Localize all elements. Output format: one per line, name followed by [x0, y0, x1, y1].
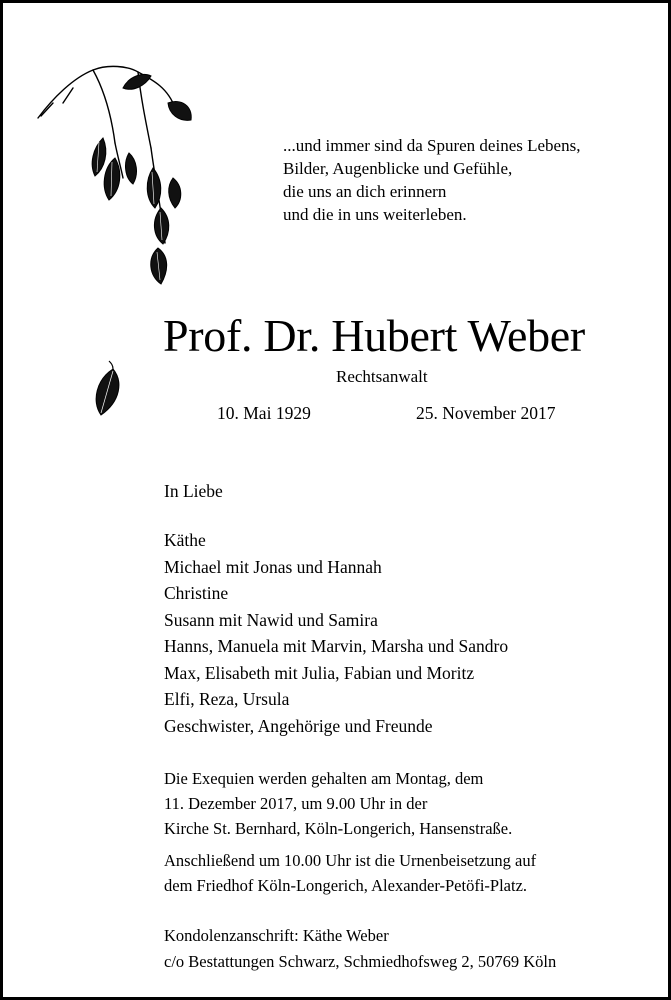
list-item: Max, Elisabeth mit Julia, Fabian und Moritz	[164, 662, 475, 683]
quote-line: die uns an dich erinnern	[283, 182, 447, 201]
quote-line: Bilder, Augenblicke und Gefühle,	[283, 159, 513, 178]
falling-leaf-icon	[89, 359, 125, 419]
list-item: Susann mit Nawid und Samira	[164, 609, 378, 630]
deceased-name: Prof. Dr. Hubert Weber	[163, 310, 585, 361]
burial-line: Anschließend um 10.00 Uhr ist die Urnenbeisetzung auf	[164, 851, 537, 870]
death-date: 25. November 2017	[416, 403, 556, 423]
list-item: Hanns, Manuela mit Marvin, Marsha und Sandro	[164, 636, 509, 656]
list-item: Michael mit Jonas und Hannah	[164, 556, 382, 577]
list-item: Elfi, Reza, Ursula	[164, 689, 290, 709]
deceased-profession: Rechtsanwalt	[336, 367, 428, 386]
list-item: Christine	[164, 583, 229, 603]
burial-info	[164, 848, 536, 898]
quote-line: und die in uns weiterleben.	[283, 205, 467, 224]
mourners-list	[164, 527, 508, 739]
service-info	[164, 766, 512, 841]
memorial-quote	[283, 134, 580, 226]
service-line: Kirche St. Bernhard, Köln-Longerich, Hansenstraße.	[164, 819, 513, 838]
condolence-line: Kondolenzanschrift: Käthe Weber	[164, 926, 389, 945]
quote-line: ...und immer sind da Spuren deines Lebens,	[283, 136, 581, 155]
birch-branch-icon	[33, 58, 213, 298]
condolence-line: c/o Bestattungen Schwarz, Schmiedhofsweg 2, 50769 Köln	[164, 952, 557, 971]
service-line: Die Exequien werden gehalten am Montag, dem	[164, 769, 484, 788]
list-item: Geschwister, Angehörige und Freunde	[164, 715, 433, 736]
list-item: Käthe	[164, 530, 206, 550]
greeting: In Liebe	[164, 481, 223, 501]
birth-date: 10. Mai 1929	[217, 403, 311, 423]
burial-line: dem Friedhof Köln-Longerich, Alexander-Petöfi-Platz.	[164, 876, 528, 895]
condolence-address	[164, 923, 556, 975]
service-line: 11. Dezember 2017, um 9.00 Uhr in der	[164, 794, 428, 813]
